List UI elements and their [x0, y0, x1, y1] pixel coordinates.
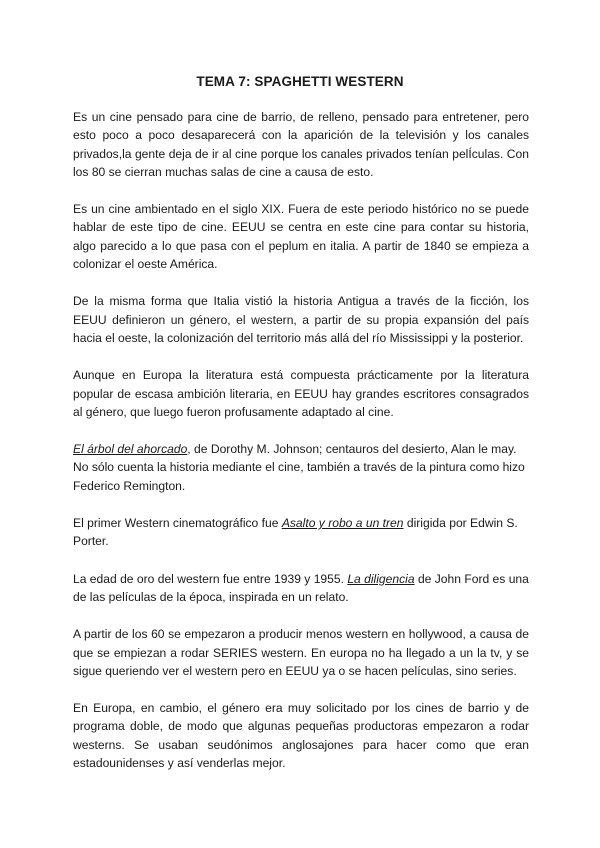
paragraph-setting: [73, 200, 529, 273]
paragraph-text: dirigida por Edwin S. Porter.: [73, 516, 518, 549]
paragraph-text: La edad de oro del western fue entre 1939 y 1955.: [73, 571, 348, 586]
paragraph-golden-age: [73, 570, 529, 607]
paragraph-text: A partir de los 60 se empezaron a producir menos western en hollywood, a causa de que se empiezan a rodar SERIES western. En europa no ha llegado a un la tv, y se sigue queriendo ver el western pero en EEUU ya o se hacen películas, sino series.: [73, 627, 529, 678]
paragraph-text: El primer Western cinematográfico fue: [73, 516, 282, 531]
link-la-diligencia[interactable]: La diligencia: [347, 571, 415, 586]
paragraph-text: Es un cine ambientado en el siglo XIX. Fuera de este periodo histórico no se puede hablar de este tipo de cine. EEUU se centra en este cine para contar su historia, algo parecido a lo que pasa con el peplum en italia. A partir de 1840 se empieza a colonizar el oeste América.: [73, 202, 529, 272]
paragraph-europe: [73, 699, 529, 772]
paragraph-text: de John Ford es una de las películas de la época, inspirada en un relato.: [73, 571, 529, 604]
paragraph-text: , de Dorothy M. Johnson; centauros del desierto, Alan le may. No sólo cuenta la historia mediante el cine, también a través de la pintura como hizo Federico Remington.: [73, 442, 525, 493]
document-body: [73, 108, 529, 791]
paragraph-text: De la misma forma que Italia vistió la historia Antigua a través de la ficción, los EEUU definieron un género, el western, a partir de su propia expansión del país hacia el oeste, la colonización del territorio más allá del río Mississippi y la posterior.: [73, 294, 529, 345]
link-el-arbol-del-ahorcado[interactable]: El árbol del ahorcado: [73, 442, 188, 457]
document-title: TEMA 7: SPAGHETTI WESTERN: [196, 74, 404, 89]
paragraph-text: En Europa, en cambio, el género era muy solicitado por los cines de barrio y de programa doble, de modo que algunas pequeñas productoras empezaron a rodar westerns. Se usaban seudónimos anglosajones para hacer como que eran estadounidenses y así venderlas mejor.: [73, 701, 529, 771]
paragraph-first-western: [73, 514, 529, 551]
paragraph-literature: [73, 366, 529, 421]
paragraph-text: Es un cine pensado para cine de barrio, de relleno, pensado para entretener, pero esto poco a poco desaparecerá con la aparición de la televisión y los canales privados,la gente deja de ir al cine porque los canales privados tenían pelÍculas. Con los 80 se cierran muchas salas de cine a causa de esto.: [73, 110, 529, 179]
link-asalto-y-robo-a-un-tren[interactable]: Asalto y robo a un tren: [281, 516, 404, 531]
paragraph-series: [73, 625, 529, 680]
paragraph-genre-definition: [73, 292, 529, 347]
paragraph-text: Aunque en Europa la literatura está compuesta prácticamente por la literatura popular de escasa ambición literaria, en EEUU hay grandes escritores consagrados al género, que luego fueron profusamente adaptado al cine.: [73, 368, 529, 419]
paragraph-arbol-ahorcado: [73, 440, 529, 495]
paragraph-origins: [73, 108, 529, 181]
